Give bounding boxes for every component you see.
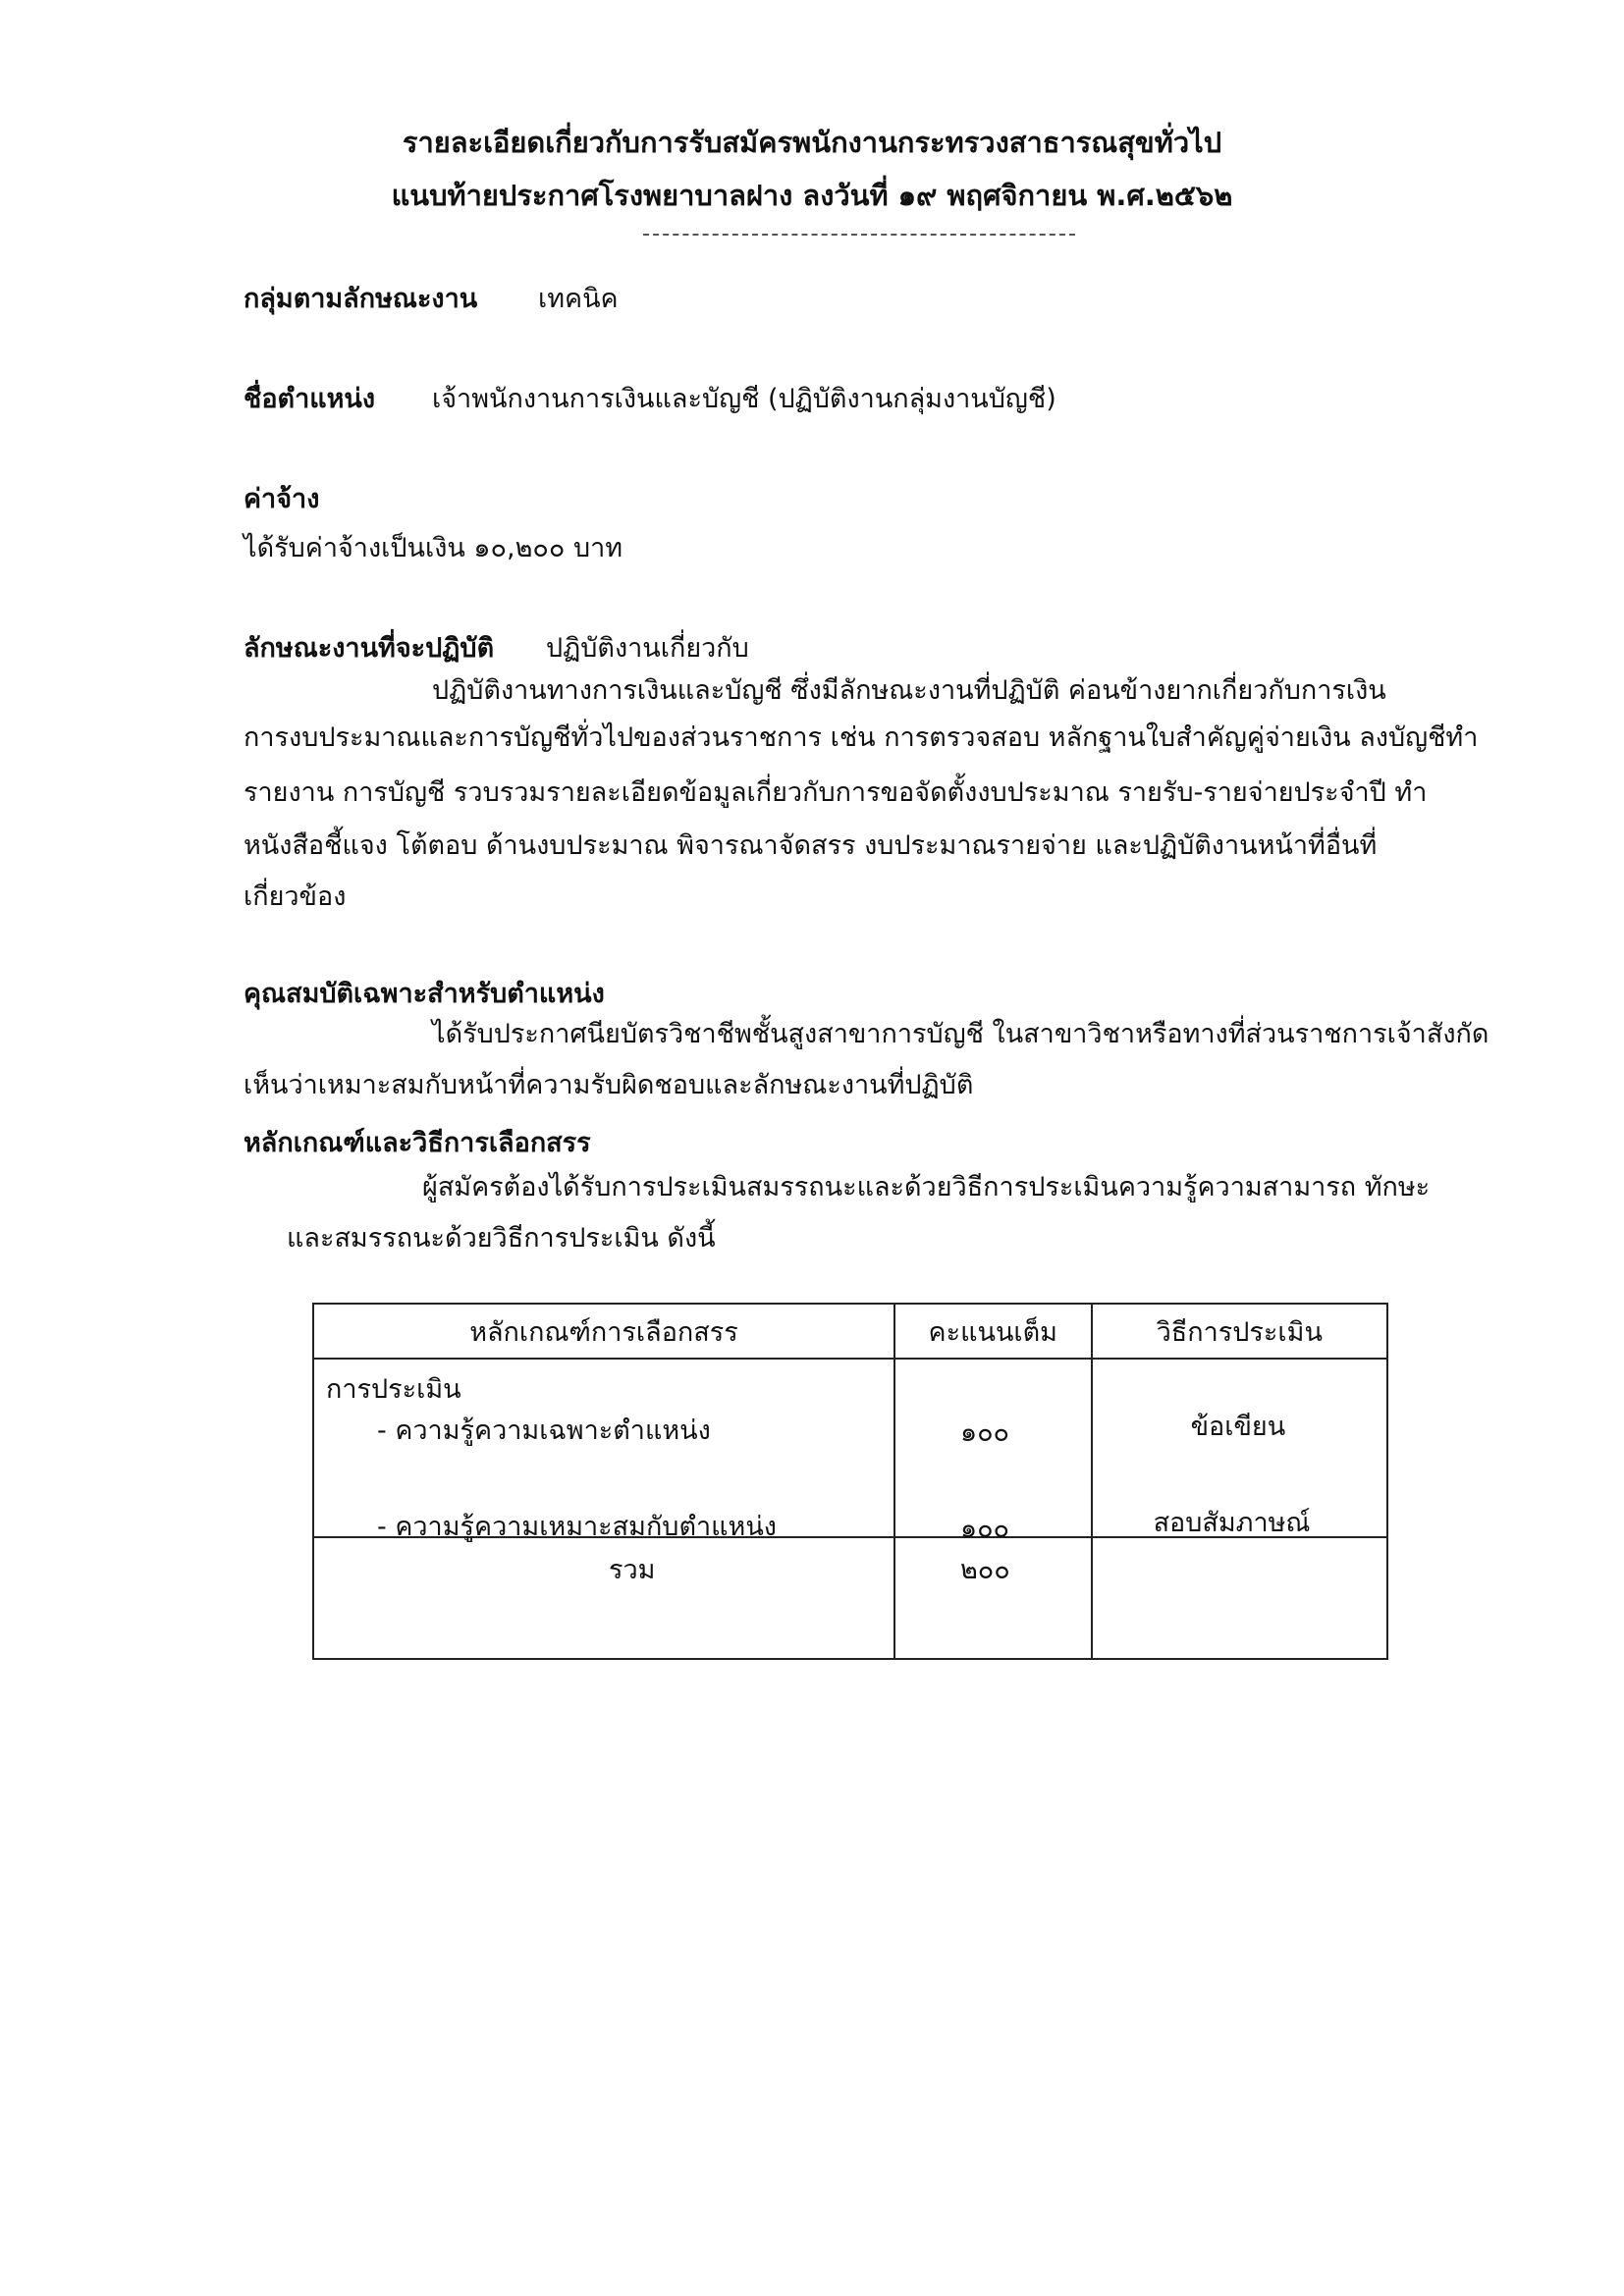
group-label: การประเมิน: [326, 1374, 461, 1405]
criterion-item: - ความรู้ความเหมาะสมกับตำแหน่ง: [377, 1512, 777, 1542]
selection-heading: หลักเกณฑ์และวิธีการเลือกสรร: [244, 1128, 591, 1158]
score-cell: [894, 1359, 1092, 1544]
selection-criteria-table: [312, 1303, 1388, 1660]
position-value: เจ้าพนักงานการเงินและบัญชี (ปฏิบัติงานกลุ่มงานบัญชี): [432, 384, 1056, 414]
position-label: ชื่อตำแหน่ง: [244, 384, 376, 414]
criterion-cell: [313, 1359, 894, 1542]
method-value: ข้อเขียน: [1190, 1412, 1286, 1442]
duties-line: รายงาน การบัญชี รวบรวมรายละเอียดข้อมูลเกี่ยวกับการขอจัดตั้งงบประมาณ รายรับ-รายจ่ายประจำปี ทำ: [244, 777, 1428, 808]
score-value: ๑๐๐: [959, 1417, 1010, 1448]
job-group-label: กลุ่มตามลักษณะงาน: [244, 284, 478, 314]
selection-line: ผู้สมัครต้องได้รับการประเมินสมรรถนะและด้วยวิธีการประเมินความรู้ความสามารถ ทักษะ: [422, 1172, 1431, 1202]
total-method-cell: [1092, 1537, 1387, 1659]
duties-line: หนังสือชี้แจง โต้ตอบ ด้านงบประมาณ พิจารณาจัดสรร งบประมาณรายจ่าย และปฏิบัติงานหน้าที่อื่นที่: [244, 830, 1378, 861]
duties-line: ปฏิบัติงานทางการเงินและบัญชี ซึ่งมีลักษณะงานที่ปฏิบัติ ค่อนข้างยากเกี่ยวกับการเงิน: [432, 675, 1386, 706]
wage-heading: ค่าจ้าง: [244, 484, 320, 514]
total-score-cell: [894, 1537, 1092, 1659]
duties-line: เกี่ยวข้อง: [244, 881, 347, 912]
method-value: สอบสัมภาษณ์: [1153, 1508, 1311, 1538]
duties-value: ปฏิบัติงานเกี่ยวกับ: [546, 633, 749, 664]
criterion-item: - ความรู้ความเฉพาะตำแหน่ง: [377, 1415, 711, 1446]
method-cell: [1092, 1359, 1387, 1537]
qualifications-line: เห็นว่าเหมาะสมกับหน้าที่ความรับผิดชอบและลักษณะงานที่ปฏิบัติ: [244, 1070, 974, 1100]
duties-line: การงบประมาณและการบัญชีทั่วไปของส่วนราชการ เช่น การตรวจสอบ หลักฐานใบสำคัญคู่จ่ายเงิน ลงบัญชีทำ: [244, 722, 1479, 753]
total-score: ๒๐๐: [959, 1555, 1010, 1585]
total-label: รวม: [609, 1555, 656, 1585]
job-group-value: เทคนิค: [538, 284, 619, 314]
wage-text: ได้รับค่าจ้างเป็นเงิน ๑๐,๒๐๐ บาท: [244, 533, 623, 563]
total-label-cell: [313, 1537, 894, 1659]
header-method: วิธีการประเมิน: [1092, 1304, 1387, 1359]
table-row: [313, 1359, 1387, 1537]
document-title-line1: รายละเอียดเกี่ยวกับการรับสมัครพนักงานกระทรวงสาธารณสุขทั่วไป: [402, 126, 1222, 159]
document-title-line2: แนบท้ายประกาศโรงพยาบาลฝาง ลงวันที่ ๑๙ พฤศจิกายน พ.ศ.๒๕๖๒: [391, 179, 1233, 212]
table-header-row: [313, 1304, 1387, 1359]
duties-label: ลักษณะงานที่จะปฏิบัติ: [244, 633, 495, 664]
score-value: ๑๐๐: [959, 1514, 1010, 1544]
qualifications-line: ได้รับประกาศนียบัตรวิชาชีพชั้นสูงสาขาการบัญชี ในสาขาวิชาหรือทางที่ส่วนราชการเจ้าสังกัด: [432, 1019, 1489, 1049]
qualifications-heading: คุณสมบัติเฉพาะสำหรับตำแหน่ง: [244, 979, 605, 1009]
selection-line: และสมรรถนะด้วยวิธีการประเมิน ดังนี้: [287, 1223, 716, 1254]
header-full-score: คะแนนเต็ม: [894, 1304, 1092, 1359]
table-total-row: [313, 1537, 1387, 1659]
title-divider: [643, 234, 1075, 236]
header-criterion: หลักเกณฑ์การเลือกสรร: [313, 1304, 894, 1359]
